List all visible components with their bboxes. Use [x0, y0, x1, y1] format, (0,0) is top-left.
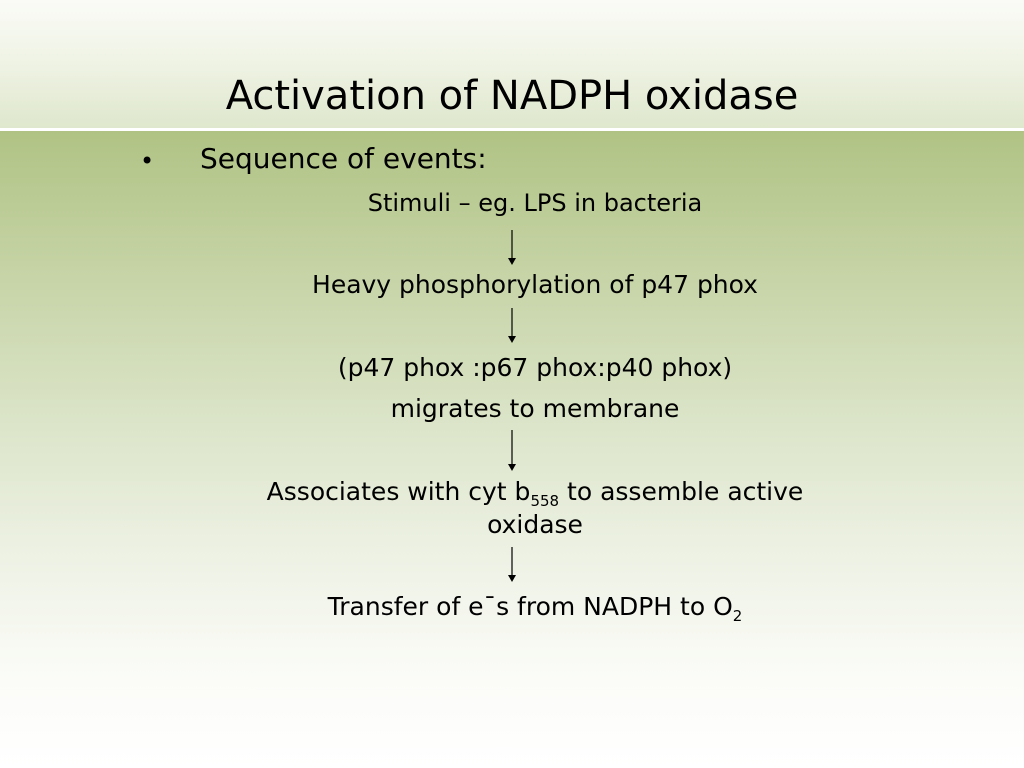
slide-title: Activation of NADPH oxidase [225, 73, 799, 119]
arrow-down-icon [505, 228, 519, 266]
bullet-text: Sequence of events: [200, 142, 487, 175]
step-phosphorylation: Heavy phosphorylation of p47 phox [312, 270, 758, 299]
step-complex: (p47 phox :p67 phox:p40 phox) [337, 353, 733, 382]
step-associates-rest: to assemble active [559, 477, 804, 506]
bullet-marker: • [140, 147, 155, 175]
step-associates-text: Associates with cyt b [266, 477, 531, 506]
step-migrates: migrates to membrane [390, 394, 680, 423]
electron-superscript: ¯ [483, 592, 497, 621]
step-transfer [180, 590, 890, 624]
step-transfer-text: Transfer of e [327, 592, 484, 621]
arrow-down-icon [505, 428, 519, 472]
step-associates [180, 475, 890, 509]
cyt-subscript: 558 [530, 492, 560, 510]
title-divider [0, 128, 1024, 131]
oxygen-subscript: 2 [732, 607, 743, 625]
step-stimuli: Stimuli – eg. LPS in bacteria [367, 189, 703, 217]
step-oxidase: oxidase [487, 510, 583, 539]
arrow-down-icon [505, 306, 519, 344]
step-transfer-rest: s from NADPH to O [496, 592, 733, 621]
arrow-down-icon [505, 545, 519, 583]
